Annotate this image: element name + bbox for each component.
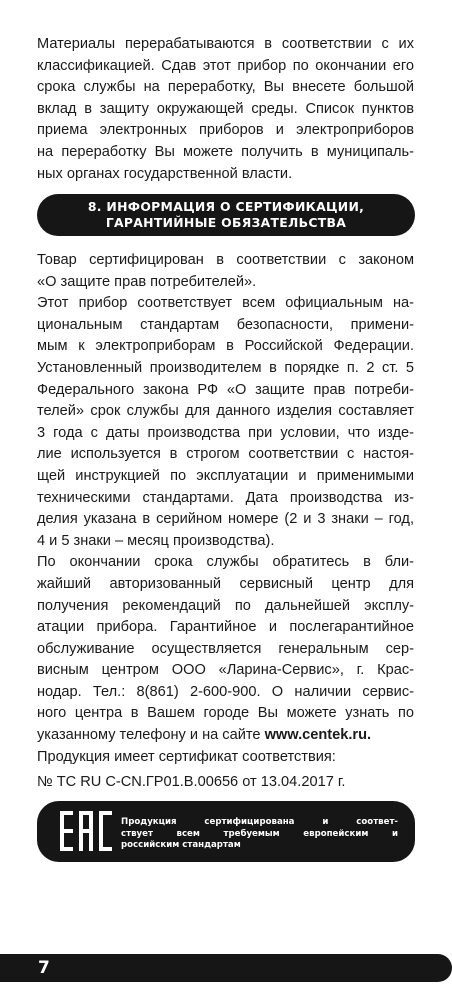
text-line xyxy=(37,725,414,747)
section-title-line: ГАРАНТИЙНЫЕ ОБЯЗАТЕЛЬСТВА xyxy=(105,215,347,230)
section-heading xyxy=(37,194,415,236)
text-line: российским стандартам xyxy=(121,840,241,851)
eac-logo-icon xyxy=(60,811,112,851)
text-line: обслуживание осуществляется генеральным сер- xyxy=(37,640,414,657)
text-line: телей» срок службы для данного изделия составляет xyxy=(37,403,414,420)
text-line: вклад в защиту окружающей среды. Список пунктов xyxy=(37,100,414,117)
text-line: получения рекомендаций по дальнейшей эксплу- xyxy=(37,597,414,614)
certification-box xyxy=(37,801,415,862)
certification-paragraph xyxy=(37,250,414,794)
intro-paragraph xyxy=(37,34,414,185)
text-line: щей инструкцией по эксплуатации и применимыми xyxy=(37,467,414,484)
text-line: циональным стандартам безопасности, примени- xyxy=(37,316,414,333)
text-line: «О защите прав потребителей». xyxy=(37,273,257,290)
text-line: Продукция имеет сертификат соответствия: xyxy=(37,748,336,765)
text-line: делия указана в серийном номере (2 и 3 знаки – год, xyxy=(37,511,414,528)
page-number: 7 xyxy=(38,958,50,978)
section-title-line: 8. ИНФОРМАЦИЯ О СЕРТИФИКАЦИИ, xyxy=(87,199,365,214)
text-line: мым к электроприборам в Российской Федерации. xyxy=(37,338,414,355)
text-line: нодар. Тел.: 8(861) 2-600-900. О наличии сервис- xyxy=(37,683,414,700)
certificate-number: № ТС RU С-CN.ГР01.В.00656 от 13.04.2017 г. xyxy=(37,774,346,791)
text-line: приема электронных приборов и электроприборов xyxy=(37,122,414,139)
text-line: Товар сертифицирован в соответствии с законом xyxy=(37,252,414,268)
text-line: висным центром ООО «Ларина-Сервис», г. Крас- xyxy=(37,662,414,679)
text-line: ных органах государственной власти. xyxy=(37,165,293,182)
text-line: Этот прибор соответствует всем официальным на- xyxy=(37,295,414,312)
text-line: По окончании срока службы обратитесь в бли- xyxy=(37,554,414,571)
text-line: на переработку Вы можете получить в муниципаль- xyxy=(37,143,414,160)
text-line: техническими стандартами. Дата производства из- xyxy=(37,489,414,506)
page-footer xyxy=(0,954,452,982)
text-line: Материалы перерабатываются в соответствии с их xyxy=(37,36,414,52)
certification-text xyxy=(121,817,398,852)
text-line: лие используется в строгом соответствии с настоя- xyxy=(37,446,414,463)
text-line: ного центра в Вашем городе Вы можете узнать по xyxy=(37,705,414,722)
website-link[interactable]: www.centek.ru. xyxy=(264,727,372,744)
text-line: Федерального закона РФ «О защите прав потреби- xyxy=(37,381,414,398)
text-line: атации прибора. Гарантийное и послегарантийное xyxy=(37,619,414,636)
text-line: Продукция сертифицирована и соответ- xyxy=(121,817,398,827)
text-line: жайший авторизованный сервисный центр для xyxy=(37,575,414,592)
text-line: Установленный производителем в порядке п. 2 ст. 5 xyxy=(37,359,414,376)
text-line: срока службы на переработку, Вы внесете большой xyxy=(37,79,414,96)
text-line: классификацией. Сдав этот прибор по окончании его xyxy=(37,57,414,74)
text-line: 4 и 5 знаки – месяц производства). xyxy=(37,532,275,549)
text-segment: указанному телефону и на сайте xyxy=(37,727,265,744)
text-line: 3 года с даты производства при условии, что изде- xyxy=(37,424,414,441)
text-line: ствует всем требуемым европейским и xyxy=(121,828,398,839)
